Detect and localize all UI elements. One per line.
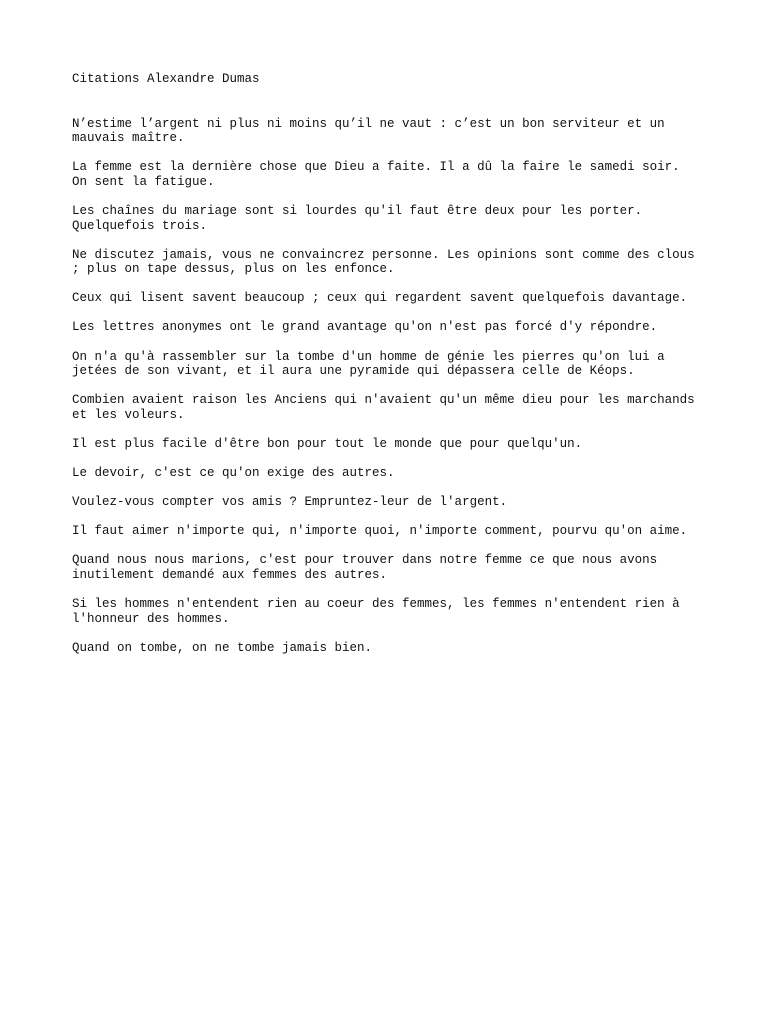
quote-paragraph: Ne discutez jamais, vous ne convaincrez personne. Les opinions sont comme des clous ; plus on tape dessus, plus on les enfonce. <box>72 247 695 277</box>
quote-paragraph: Les chaînes du mariage sont si lourdes qu'il faut être deux pour les porter. Quelquefois trois. <box>72 203 643 233</box>
quote-paragraph: Voulez-vous compter vos amis ? Empruntez-leur de l'argent. <box>72 495 508 510</box>
quote-paragraph: Combien avaient raison les Anciens qui n'avaient qu'un même dieu pour les marchands et les voleurs. <box>72 393 695 422</box>
document-page <box>72 72 702 670</box>
quote-paragraph: Les lettres anonymes ont le grand avantage qu'on n'est pas forcé d'y répondre. <box>72 320 658 335</box>
quote-paragraph: Le devoir, c'est ce qu'on exige des autres. <box>72 466 395 480</box>
quote-paragraph: Quand on tombe, on ne tombe jamais bien. <box>72 640 373 655</box>
quote-paragraph: Il faut aimer n'importe qui, n'importe quoi, n'importe comment, pourvu qu'on aime. <box>72 524 688 539</box>
quote-paragraph: Quand nous nous marions, c'est pour trouver dans notre femme ce que nous avons inutilement demandé aux femmes des autres. <box>72 553 658 582</box>
quote-paragraph: Si les hommes n'entendent rien au coeur des femmes, les femmes n'entendent rien à l'honneur des hommes. <box>72 596 680 626</box>
quote-paragraph: La femme est la dernière chose que Dieu a faite. Il a dû la faire le samedi soir. On sent la fatigue. <box>72 160 680 189</box>
quote-paragraph: N’estime l’argent ni plus ni moins qu’il ne vaut : c’est un bon serviteur et un mauvais maître. <box>72 116 665 146</box>
quote-paragraph: Ceux qui lisent savent beaucoup ; ceux qui regardent savent quelquefois davantage. <box>72 291 688 306</box>
quote-paragraph: On n'a qu'à rassembler sur la tombe d'un homme de génie les pierres qu'on lui a jetées de son vivant, et il aura une pyramide qui dépassera celle de Kéops. <box>72 349 665 379</box>
document-title: Citations Alexandre Dumas <box>72 72 260 86</box>
quote-paragraph: Il est plus facile d'être bon pour tout le monde que pour quelqu'un. <box>72 436 583 451</box>
